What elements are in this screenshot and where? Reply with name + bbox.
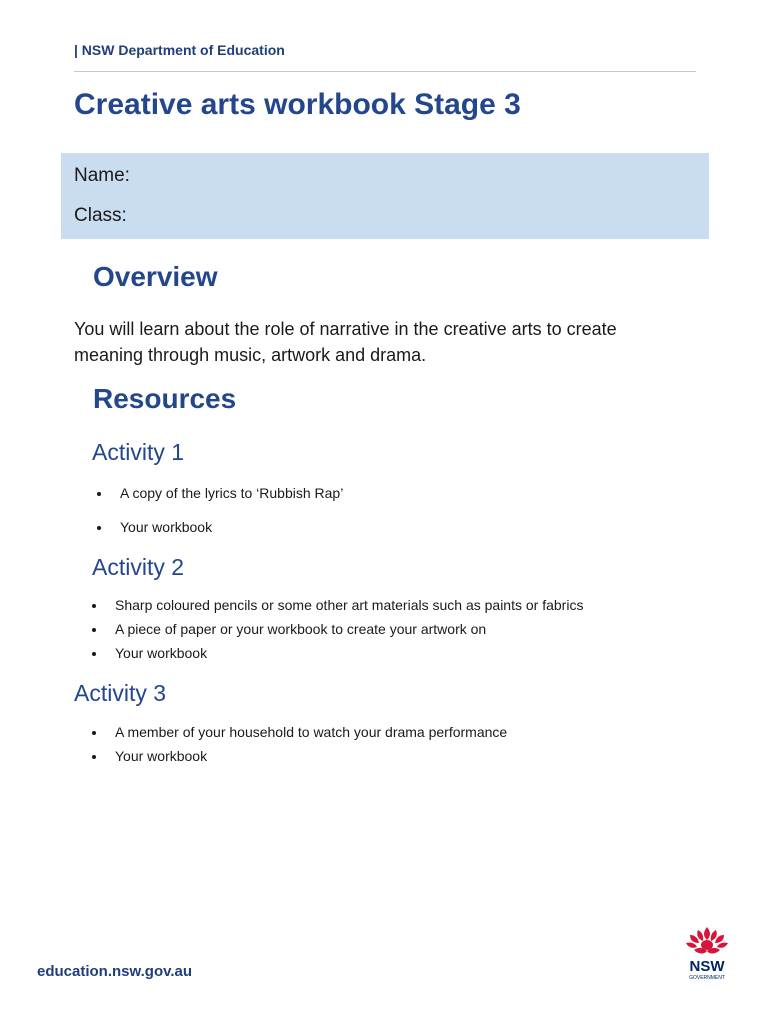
list-item-text: A copy of the lyrics to ‘Rubbish Rap’ [120, 485, 344, 501]
logo-wordmark: NSW [689, 958, 725, 975]
list-item-text: Your workbook [115, 748, 208, 764]
bullet-icon [92, 652, 96, 656]
nsw-government-logo-icon [676, 924, 738, 984]
header-department: | NSW Department of Education [74, 42, 285, 58]
list-item-text: Sharp coloured pencils or some other art materials such as paints or fabrics [115, 597, 584, 613]
activity-1-heading: Activity 1 [92, 439, 185, 465]
student-details-box [61, 153, 709, 239]
document-title: Creative arts workbook Stage 3 [74, 88, 521, 121]
name-label: Name: [74, 165, 130, 186]
resources-heading: Resources [93, 383, 237, 414]
bullet-icon [97, 492, 101, 496]
overview-text: You will learn about the role of narrative in the creative arts to create meaning through music, artwork and drama. [74, 319, 617, 365]
class-label: Class: [74, 205, 127, 226]
list-item-text: Your workbook [115, 645, 208, 661]
bullet-icon [92, 731, 96, 735]
bullet-icon [97, 526, 101, 530]
header-divider [74, 71, 696, 72]
bullet-icon [92, 604, 96, 608]
waratah-flower-icon [686, 927, 728, 954]
overview-heading: Overview [93, 261, 218, 292]
list-item-text: A member of your household to watch your drama performance [115, 724, 508, 740]
bullet-icon [92, 628, 96, 632]
footer-url: education.nsw.gov.au [37, 963, 193, 980]
activity-3-heading: Activity 3 [74, 680, 167, 706]
logo-subtext: GOVERNMENT [689, 975, 725, 981]
list-item-text: A piece of paper or your workbook to create your artwork on [115, 621, 487, 637]
bullet-icon [92, 755, 96, 759]
activity-2-heading: Activity 2 [92, 554, 185, 580]
list-item-text: Your workbook [120, 519, 213, 535]
